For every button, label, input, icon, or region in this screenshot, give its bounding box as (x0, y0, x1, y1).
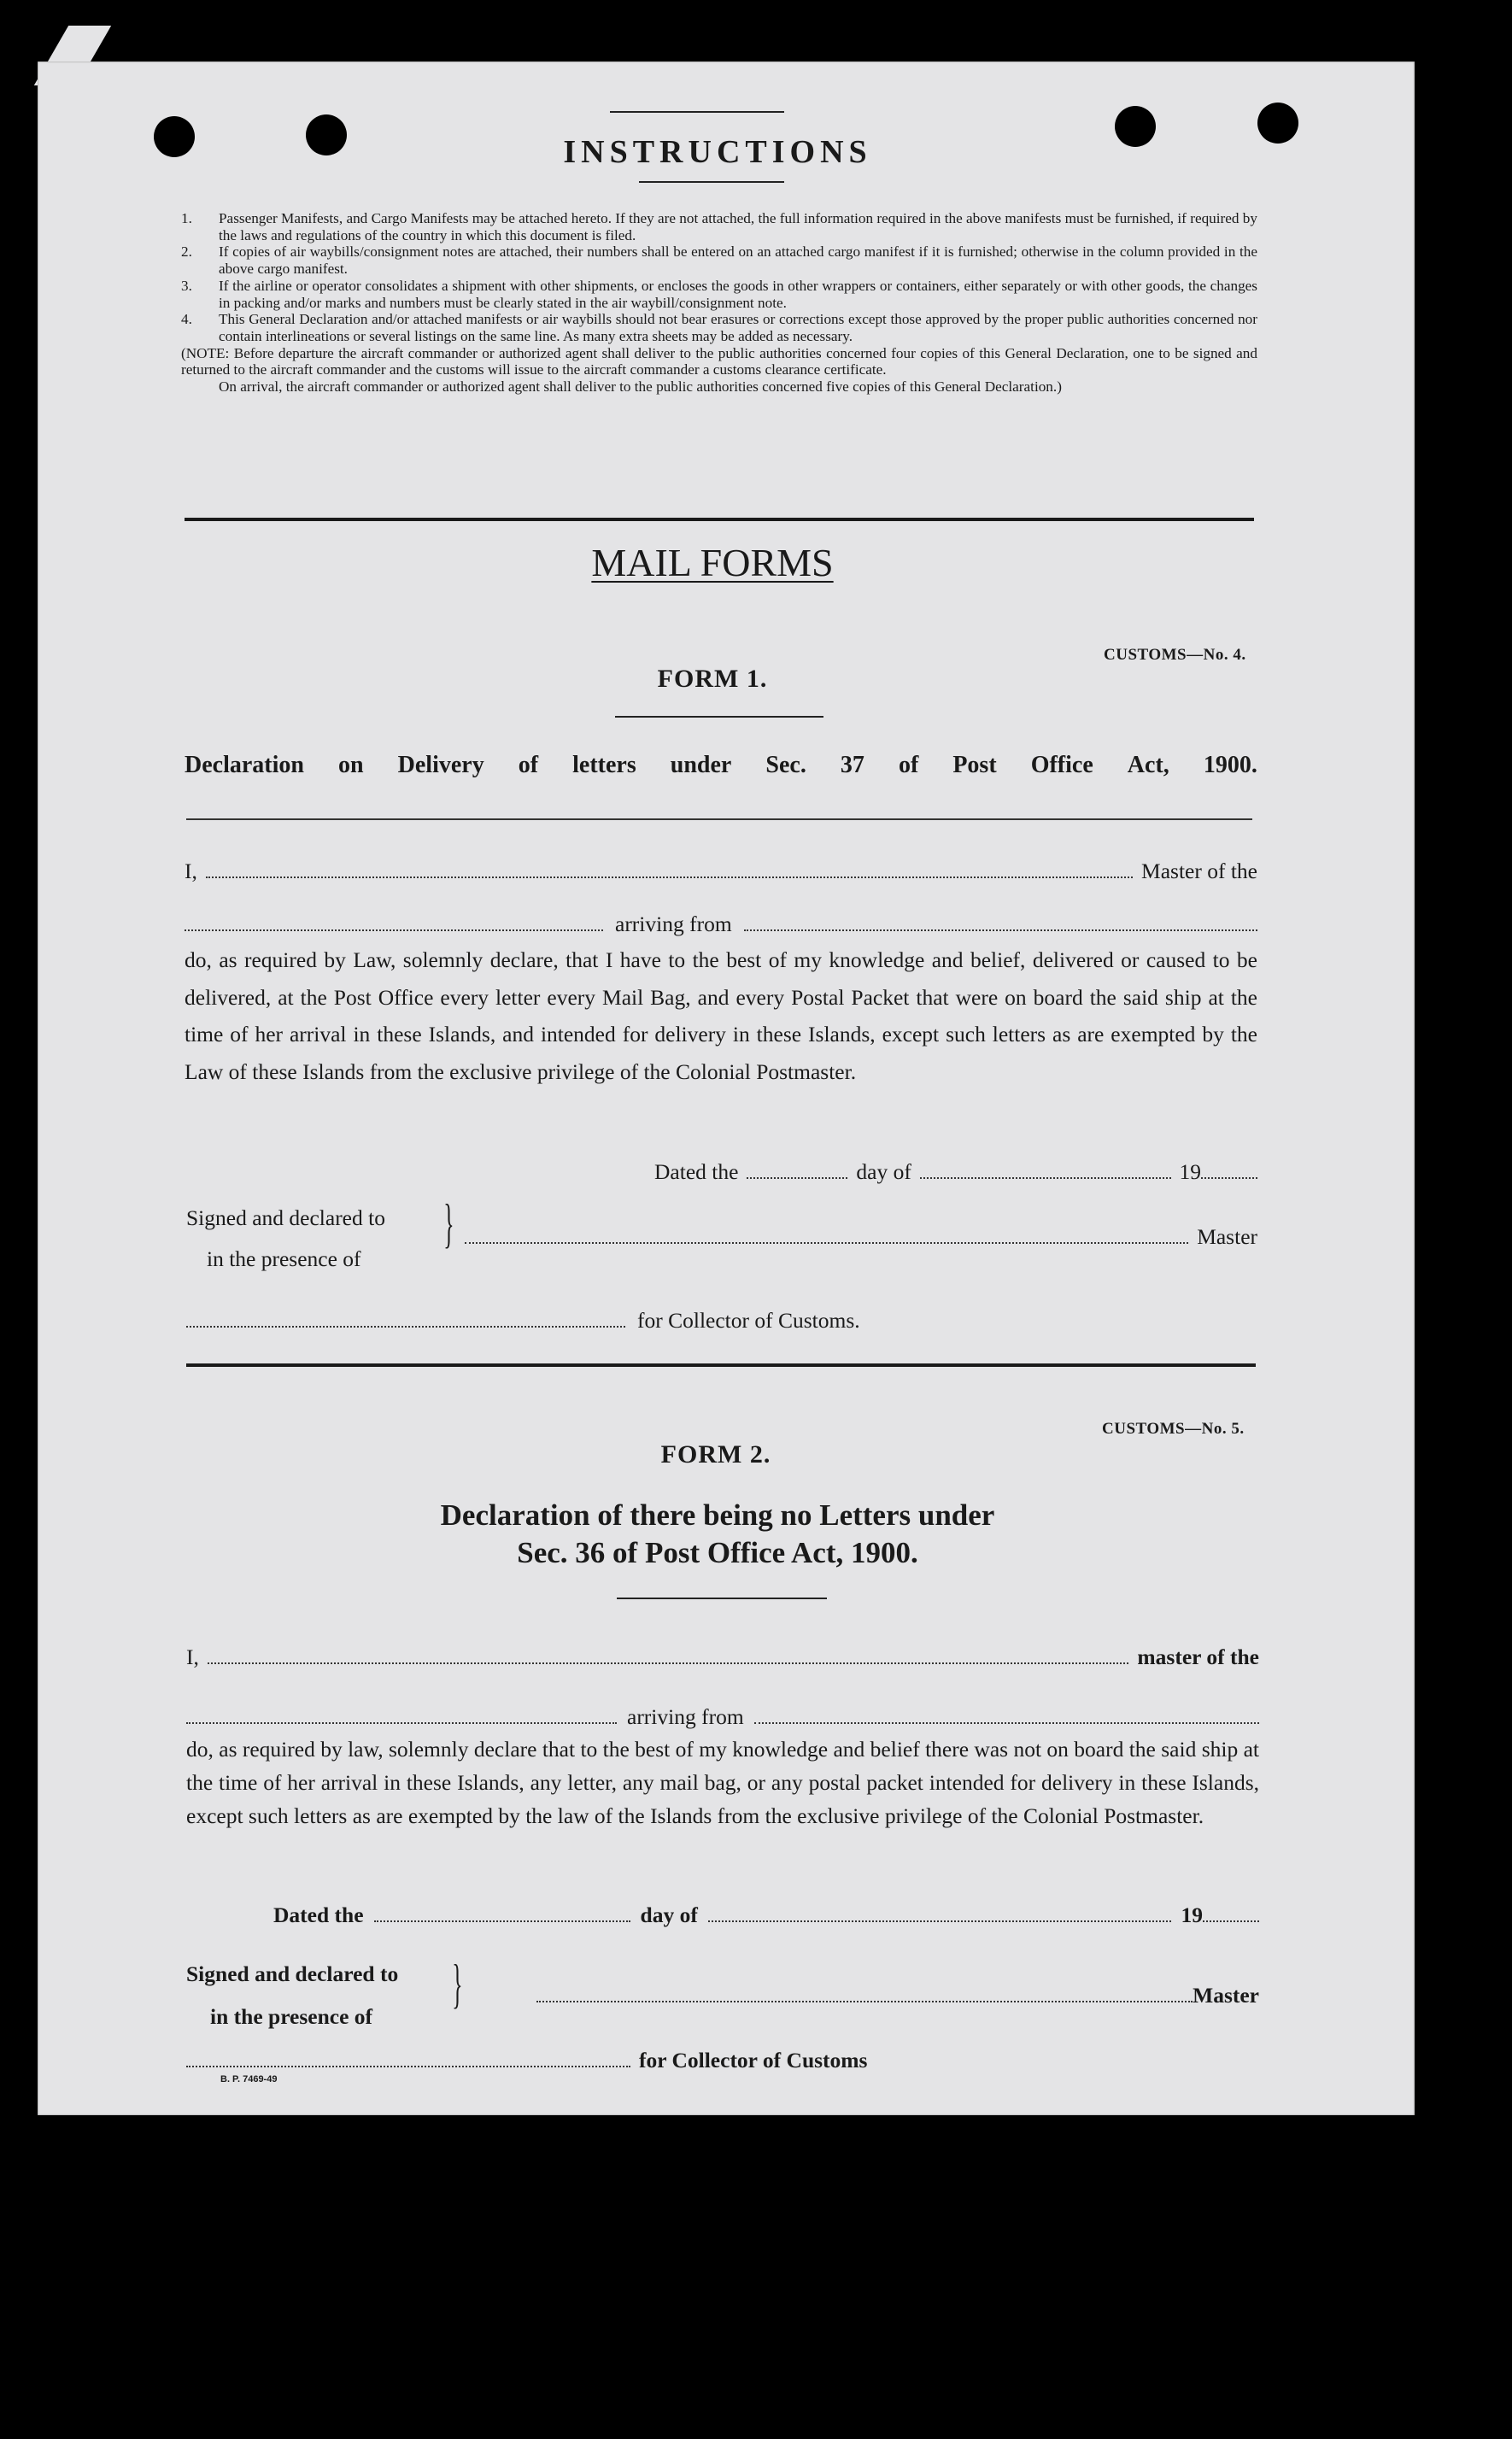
decl-line: Sec. 36 of Post Office Act, 1900. (517, 1536, 918, 1569)
day-field[interactable] (374, 1915, 630, 1922)
decl-word: Sec. (765, 752, 806, 778)
signed-declared-label: Signed and declared to (186, 1205, 385, 1230)
dated-the-label: Dated the (273, 1903, 364, 1927)
title-underline (639, 181, 784, 183)
item-number: 4. (181, 311, 192, 328)
decl-word: Declaration (185, 752, 304, 778)
customs-number: CUSTOMS—No. 4. (1104, 646, 1246, 664)
master-signature-line (536, 1977, 1259, 2014)
ship-name-field[interactable] (186, 1717, 617, 1724)
i-label: I, (185, 859, 197, 883)
month-field[interactable] (708, 1915, 1171, 1922)
form1-heading: FORM 1. (657, 665, 768, 693)
customs-number: CUSTOMS—No. 5. (1102, 1420, 1245, 1438)
instruction-item (181, 243, 1257, 277)
signed-declared-block (186, 1953, 442, 2038)
decl-word: Act, (1127, 752, 1169, 778)
decl-word: under (670, 752, 732, 778)
origin-field[interactable] (744, 924, 1257, 931)
presence-label: in the presence of (210, 2004, 373, 2029)
instruction-item (181, 278, 1257, 311)
item-text: If the airline or operator consolidates a shipment with other shipments, or encloses the goods in other wrappers or containers, either separately or with other goods, the changes in packing and/or marks and numbers must be clearly stated in the air waybill/consignment note. (219, 277, 1257, 311)
master-line (186, 1639, 1259, 1676)
origin-field[interactable] (754, 1717, 1259, 1724)
heading-rule (617, 1598, 827, 1599)
name-field[interactable] (206, 871, 1133, 878)
master-of-the-label: master of the (1137, 1645, 1259, 1669)
instruction-item (181, 311, 1257, 344)
dated-the-label: Dated the (654, 1159, 739, 1184)
decl-word: 1900. (1203, 752, 1257, 778)
decl-word: of (898, 752, 919, 778)
arriving-from-label: arriving from (615, 912, 732, 936)
title-rule (610, 111, 784, 113)
month-field[interactable] (920, 1172, 1171, 1179)
ship-name-field[interactable] (185, 924, 603, 931)
signed-declared-block (186, 1198, 425, 1280)
item-text: This General Declaration and/or attached manifests or air waybills should not bear erasures or corrections except those approved by the proper public authorities concerned nor contain interlineations or several listings on the same line. As many extra sheets may be added as necessary. (219, 311, 1257, 344)
master-label: Master (1197, 1224, 1257, 1249)
decl-word: Post (952, 752, 997, 778)
form2-body: do, as required by law, solemnly declare that to the best of my knowledge and belief there was not on board the said ship at the time of her arrival in these Islands, any letter, any mail bag, or any postal packet intended for delivery in these Islands, except such letters as are exempted by the law of the Islands from the exclusive privilege of the Colonial Postmaster. (186, 1737, 1259, 1828)
item-text: Passenger Manifests, and Cargo Manifests may be attached hereto. If they are not attached, the full information required in the above manifests must be furnished, if required by the laws and regulations of the country in which this document is filed. (219, 210, 1257, 243)
instruction-item (181, 210, 1257, 243)
form1-body: do, as required by Law, solemnly declare, that I have to the best of my knowledge and belief, delivered or caused to be delivered, at the Post Office every letter every Mail Bag, and every Postal Packet that were on board the said ship at the time of her arrival in these Islands, and intended for delivery in these Islands, except such letters as are exempted by the Law of these Islands from the exclusive privilege of the Colonial Postmaster. (185, 947, 1257, 1084)
collector-signature-field[interactable] (186, 1321, 625, 1328)
i-label: I, (186, 1645, 199, 1669)
day-of-label: day of (856, 1159, 911, 1184)
dated-line (273, 1897, 1259, 1934)
rule (186, 818, 1252, 820)
section-divider (186, 1363, 1256, 1367)
year-label: 19 (1181, 1903, 1203, 1927)
item-number: 3. (181, 277, 192, 294)
heading-rule (615, 716, 823, 718)
decl-word: on (338, 752, 364, 778)
section-divider (185, 518, 1254, 521)
instructions-title: INSTRUCTIONS (563, 134, 872, 170)
presence-label: in the presence of (207, 1246, 361, 1271)
form2-heading: FORM 2. (660, 1440, 771, 1469)
decl-word: 37 (840, 752, 864, 778)
collector-line (186, 1302, 955, 1340)
note-departure: (NOTE: Before departure the aircraft commander or authorized agent shall deliver to the public authorities concerned four copies of this General Declaration, one to be signed and returned to the aircraft commander and the customs will issue to the aircraft commander a customs clearance certificate. (181, 344, 1257, 378)
note-arrival: On arrival, the aircraft commander or authorized agent shall deliver to the public authorities concerned five copies of this General Declaration.) (219, 378, 1062, 396)
item-number: 2. (181, 243, 192, 261)
master-signature-line (465, 1218, 1257, 1256)
signed-declared-label: Signed and declared to (186, 1961, 399, 1986)
dated-line (654, 1153, 1257, 1191)
master-of-the-label: Master of the (1141, 859, 1257, 883)
day-field[interactable] (747, 1172, 847, 1179)
collector-label: for Collector of Customs. (637, 1308, 860, 1333)
brace: } (443, 1193, 454, 1253)
day-of-label: day of (640, 1903, 698, 1927)
master-label: Master (1193, 1983, 1259, 2008)
decl-word: of (518, 752, 539, 778)
item-number: 1. (181, 210, 192, 226)
arriving-line (186, 1698, 1259, 1736)
master-signature-field[interactable] (536, 1996, 1193, 2002)
item-text: If copies of air waybills/consignment notes are attached, their numbers shall be entered on an attached cargo manifest if it is furnished; otherwise in the column provided in the above cargo manifest. (219, 243, 1257, 278)
brace: } (452, 1953, 463, 2014)
collector-line (186, 2042, 904, 2079)
arriving-from-label: arriving from (627, 1704, 744, 1729)
instructions-list (181, 210, 1257, 396)
master-signature-field[interactable] (465, 1237, 1188, 1244)
decl-word: letters (572, 752, 636, 778)
decl-word: Delivery (397, 752, 484, 778)
arriving-line (185, 906, 1257, 943)
name-field[interactable] (208, 1657, 1129, 1664)
year-field[interactable] (1203, 1915, 1259, 1922)
collector-signature-field[interactable] (186, 2061, 630, 2067)
print-code: B. P. 7469-49 (220, 2074, 278, 2084)
collector-label: for Collector of Customs (639, 2048, 868, 2073)
form1-declaration-title (185, 752, 1257, 779)
mail-forms-title: MAIL FORMS (591, 541, 834, 584)
form2-declaration-title (0, 1497, 1435, 1572)
year-field[interactable] (1201, 1172, 1257, 1179)
decl-line: Declaration of there being no Letters under (440, 1498, 995, 1532)
master-line (185, 853, 1257, 890)
year-label: 19 (1179, 1159, 1201, 1184)
decl-word: Office (1030, 752, 1093, 778)
